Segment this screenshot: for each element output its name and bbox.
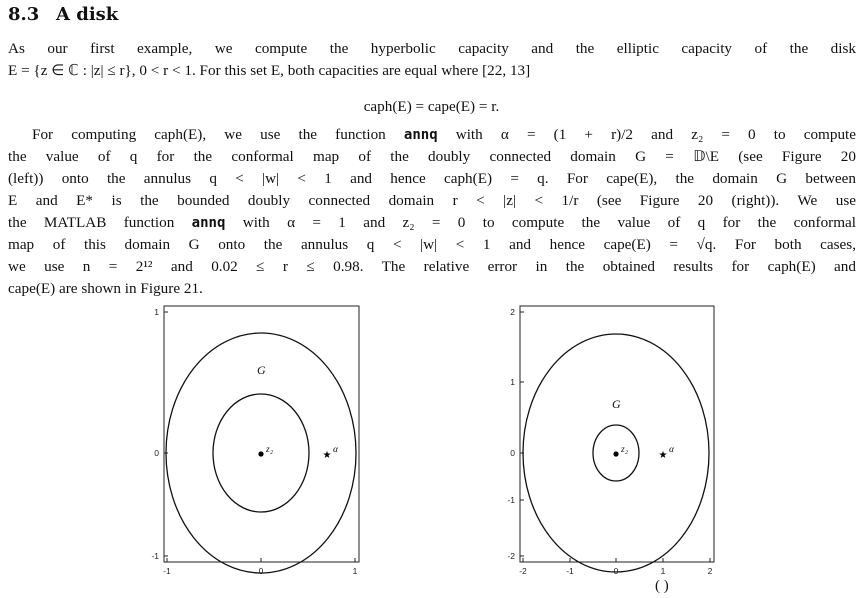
caption-fragment: ( ) bbox=[655, 578, 669, 594]
left-xtick-minus-1: -1 bbox=[163, 566, 171, 576]
right-z2-label: z₂ bbox=[621, 445, 628, 455]
right-ytick-0: 0 bbox=[510, 448, 515, 458]
code-annq: annq bbox=[403, 127, 438, 143]
section-number: 8.3 bbox=[8, 4, 40, 25]
paragraph-method-line-6: map of this domain G onto the annulus q < |w| < 1 and hence cape(E) = √q. For both cases, bbox=[8, 236, 856, 253]
paragraph-method-line-7: we use n = 2¹² and 0.02 ≤ r ≤ 0.98. The relative error in the obtained results for caph(E) and bbox=[8, 258, 856, 275]
right-xtick-minus-1: -1 bbox=[566, 566, 574, 576]
figure-right-frame bbox=[520, 306, 714, 562]
paragraph-method-line-1: For computing caph(E), we use the function annq with α = (1 + r)/2 and z₂ = 0 to compute bbox=[32, 126, 856, 143]
right-alpha-label: α bbox=[669, 445, 674, 455]
paragraph-method-line-5: the MATLAB function annq with α = 1 and z₂ = 0 to compute the value of q for the conformal bbox=[8, 214, 856, 231]
paragraph-method-line-2: the value of q for the conformal map of the doubly connected domain G = 𝔻\E (see Figure 20 bbox=[8, 148, 856, 165]
paragraph-method-line-3: (left)) onto the annulus q < |w| < 1 and hence caph(E) = q. For cape(E), the domain G between bbox=[8, 170, 856, 187]
left-ytick-0: 0 bbox=[154, 448, 159, 458]
code-annq-2: annq bbox=[191, 215, 226, 231]
left-ytick-minus-1: -1 bbox=[151, 551, 159, 561]
figure-right bbox=[496, 300, 726, 585]
right-xtick-1: 1 bbox=[660, 566, 666, 576]
right-ytick-1: 1 bbox=[510, 377, 515, 387]
paragraph-method bbox=[8, 124, 856, 300]
section-heading bbox=[8, 4, 118, 25]
right-z2-point bbox=[613, 451, 618, 456]
paragraph-method-line-4: E and E* is the bounded doubly connected domain r < |z| < 1/r (see Figure 20 (right)). We use bbox=[8, 192, 856, 209]
left-xtick-1: 1 bbox=[352, 566, 358, 576]
right-xtick-minus-2: -2 bbox=[519, 566, 527, 576]
right-region-label: G bbox=[612, 397, 621, 411]
paragraph-intro-line-2: E = {z ∈ ℂ : |z| ≤ r}, 0 < r < 1. For this set E, both capacities are equal where [22, 13] bbox=[8, 62, 531, 79]
right-xtick-0: 0 bbox=[613, 566, 619, 576]
figure-left bbox=[140, 300, 375, 585]
left-z2-label: z₂ bbox=[266, 445, 273, 455]
figure-left-frame bbox=[164, 306, 359, 562]
paragraph-intro-line-1: As our first example, we compute the hyperbolic capacity and the elliptic capacity of the disk bbox=[8, 40, 856, 57]
right-ytick-minus-1: -1 bbox=[507, 495, 515, 505]
left-alpha-star: ★ bbox=[322, 450, 332, 461]
section-title: A disk bbox=[56, 4, 119, 25]
left-z2-point bbox=[258, 451, 263, 456]
right-ytick-minus-2: -2 bbox=[507, 551, 515, 561]
left-alpha-label: α bbox=[333, 445, 338, 455]
left-region-label: G bbox=[257, 363, 266, 377]
left-xtick-0: 0 bbox=[258, 566, 264, 576]
right-ytick-2: 2 bbox=[510, 307, 515, 317]
left-ytick-1: 1 bbox=[154, 307, 159, 317]
paragraph-intro bbox=[8, 38, 856, 82]
paragraph-method-line-8: cape(E) are shown in Figure 21. bbox=[8, 280, 203, 297]
equation-capacities: caph(E) = cape(E) = r. bbox=[363, 98, 500, 115]
right-alpha-star: ★ bbox=[658, 450, 668, 461]
right-xtick-2: 2 bbox=[707, 566, 713, 576]
